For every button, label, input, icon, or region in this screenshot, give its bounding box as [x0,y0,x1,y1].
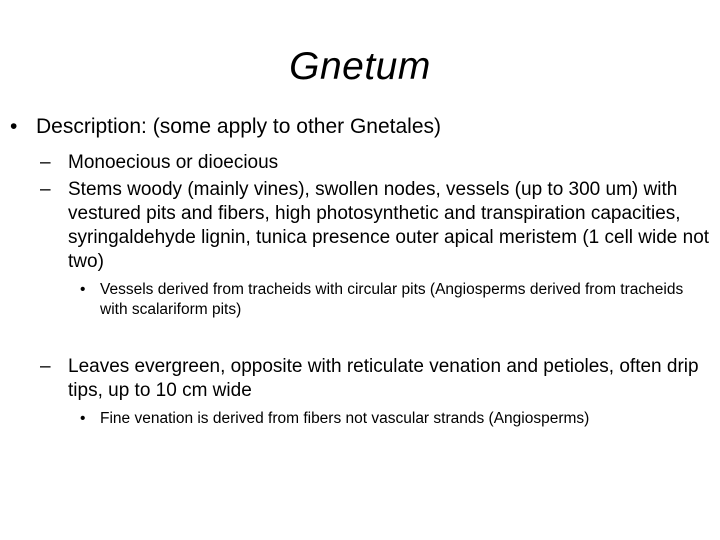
sub-item-monoecious [0,151,712,175]
sub-sub-item-text: Fine venation is derived from fibers not vascular strands (Angiosperms) [100,410,590,427]
bullet-item-description [0,110,720,144]
bullet-list [0,110,720,432]
sub-item-text: Stems woody (mainly vines), swollen nodes, vessels (up to 300 um) with vestured pits and fibers, high photosynthetic and transpiration capacities, syringaldehyde lignin, tunica presence outer apical meristem (1 cell wide not two) [68,179,710,272]
bullet-text: Description: (some apply to other Gnetales) [36,115,442,138]
sub-sub-item-text: Vessels derived from tracheids with circular pits (Angiosperms derived from tracheids with scalariform pits) [100,281,684,318]
slide-title: Gnetum [289,45,431,88]
sub-sub-item-vessels [0,280,690,320]
sub-item-text: Leaves evergreen, opposite with reticulate venation and petioles, often drip tips, up to 10 cm wide [68,356,699,401]
bullet-marker: • [80,410,86,427]
sub-item-stems [0,178,712,274]
dash-marker: – [40,179,51,200]
spacer [0,323,720,355]
dash-marker: – [40,152,51,173]
sub-sub-item-venation [0,409,690,429]
bullet-marker: • [80,281,86,298]
sub-item-leaves [0,355,712,403]
sub-item-text: Monoecious or dioecious [68,152,279,173]
bullet-marker: • [10,115,18,138]
dash-marker: – [40,356,51,377]
